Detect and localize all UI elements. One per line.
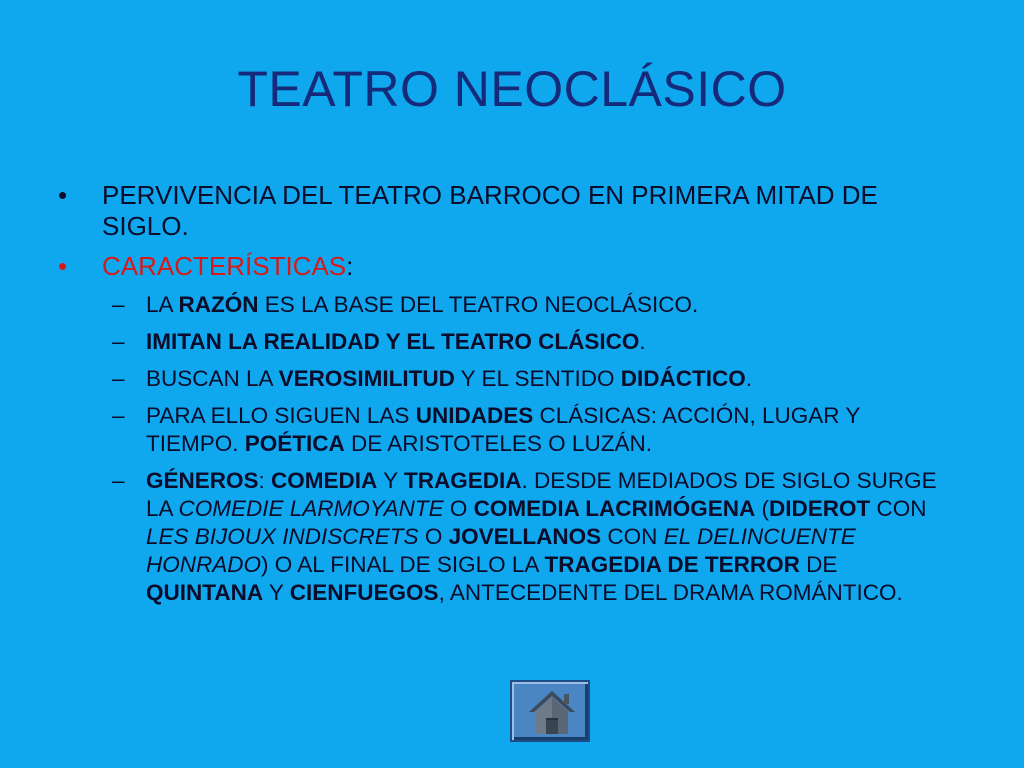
text-run: CON <box>870 496 927 521</box>
text-run: LA <box>146 292 179 317</box>
text-run: PARA ELLO SIGUEN LAS <box>146 403 416 428</box>
sub-item-generos <box>58 467 958 607</box>
text-run: CLÁSICAS: ACCIÓN, LUGAR Y TIEMPO. <box>146 403 860 456</box>
text-run: Y EL SENTIDO <box>454 366 621 391</box>
italic-run: LES BIJOUX INDISCRETS <box>146 524 419 549</box>
sub-item-imitan <box>58 328 958 356</box>
text-run: ES LA BASE DEL TEATRO NEOCLÁSICO. <box>258 292 699 317</box>
italic-run: EL DELINCUENTE HONRADO <box>146 524 856 577</box>
bullet-marker: • <box>58 251 68 281</box>
dash-marker: – <box>112 329 125 354</box>
bold-run: UNIDADES <box>415 403 534 428</box>
dash-marker: – <box>112 403 125 428</box>
bold-run: TRAGEDIA <box>404 468 522 493</box>
sub-item-verosimilitud <box>58 365 958 393</box>
text-run: O <box>443 496 474 521</box>
bold-run: POÉTICA <box>244 431 345 456</box>
bold-run: COMEDIA LACRIMÓGENA <box>473 496 756 521</box>
sub-item-unidades <box>58 402 958 458</box>
text-run: , ANTECEDENTE DEL DRAMA ROMÁNTICO. <box>438 580 903 605</box>
bold-run: CIENFUEGOS <box>289 580 439 605</box>
caracteristicas-colon: : <box>346 251 354 281</box>
text-run: Y <box>377 468 404 493</box>
slide-content <box>58 180 958 616</box>
text-run: O <box>418 524 449 549</box>
bullet-caracteristicas <box>58 251 958 282</box>
bold-run: QUINTANA <box>146 580 264 605</box>
bold-run: DIDEROT <box>769 496 871 521</box>
bold-run: DIDÁCTICO <box>620 366 746 391</box>
caracteristicas-label: CARACTERÍSTICAS <box>102 251 347 281</box>
text-run: ( <box>755 496 770 521</box>
sub-item-razon <box>58 291 958 319</box>
text-run: BUSCAN LA <box>146 366 279 391</box>
bullet-marker: • <box>58 180 68 210</box>
text-run: DE <box>799 552 838 577</box>
bullet-text: PERVIVENCIA DEL TEATRO BARROCO EN PRIMERA MITAD DE SIGLO. <box>102 180 878 241</box>
dash-marker: – <box>112 468 125 493</box>
text-run: Y <box>263 580 290 605</box>
text-run: . <box>639 329 646 354</box>
bold-run: VEROSIMILITUD <box>278 366 455 391</box>
text-run: . DESDE MEDIADOS DE SIGLO SURGE LA <box>146 468 937 521</box>
italic-run: COMEDIE LARMOYANTE <box>178 496 444 521</box>
bullet-pervivencia <box>58 180 958 242</box>
bold-run: IMITAN LA REALIDAD Y EL TEATRO CLÁSICO <box>146 329 640 354</box>
text-run: : <box>258 468 272 493</box>
bold-run: JOVELLANOS <box>448 524 602 549</box>
bold-run: GÉNEROS <box>146 468 259 493</box>
text-run: ) O AL FINAL DE SIGLO LA <box>261 552 545 577</box>
home-icon <box>524 688 580 738</box>
bold-run: RAZÓN <box>178 292 259 317</box>
dash-marker: – <box>112 366 125 391</box>
dash-marker: – <box>112 292 125 317</box>
slide-title: TEATRO NEOCLÁSICO <box>237 61 787 117</box>
text-run: CON <box>601 524 664 549</box>
home-button[interactable] <box>510 680 590 742</box>
bold-run: COMEDIA <box>271 468 378 493</box>
bold-run: TRAGEDIA DE TERROR <box>544 552 800 577</box>
text-run: DE ARISTOTELES O LUZÁN. <box>344 431 652 456</box>
text-run: . <box>745 366 752 391</box>
